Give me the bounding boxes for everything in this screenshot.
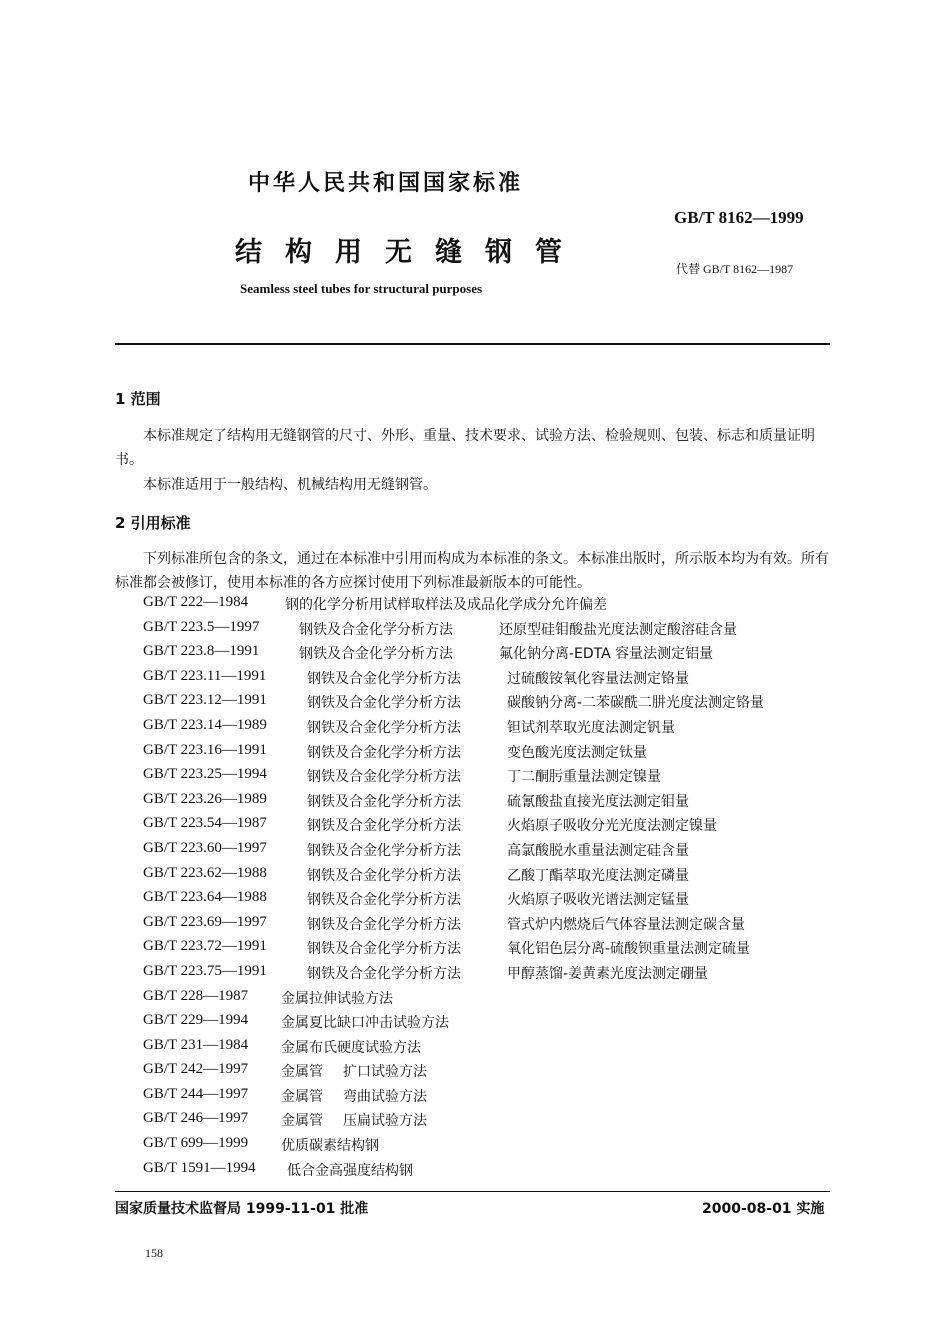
reference-title: 钢的化学分析用试样取样法及成品化学成分允许偏差 — [285, 597, 607, 613]
reference-title: 金属管 — [281, 1113, 323, 1130]
approval-date: 国家质量技术监督局 1999-11-01 批准 — [115, 1201, 369, 1217]
reference-title: 钢铁及合金化学分析方法 — [307, 941, 461, 958]
reference-title: 金属管 — [281, 1088, 323, 1105]
reference-title: 钢铁及合金化学分析方法 — [307, 670, 461, 687]
reference-title: 低合金高强度结构钢 — [287, 1162, 413, 1179]
reference-subtitle: 甲醇蒸馏-姜黄素光度法测定硼量 — [507, 965, 709, 982]
reference-subtitle: 火焰原子吸收光谱法测定锰量 — [507, 892, 689, 909]
section-2-heading: 2 引用标准 — [115, 514, 191, 532]
reference-subtitle: 丁二酮肟重量法测定镍量 — [507, 769, 661, 786]
reference-code: GB/T 223.5—1997 — [143, 618, 260, 635]
reference-subtitle: 弯曲试验方法 — [343, 1088, 427, 1105]
reference-title: 钢铁及合金化学分析方法 — [307, 867, 461, 884]
reference-title: 金属拉伸试验方法 — [281, 990, 393, 1007]
header-divider — [115, 343, 830, 345]
reference-code: GB/T 228—1987 — [143, 987, 249, 1004]
reference-title: 金属管 — [281, 1064, 323, 1081]
reference-code: GB/T 223.72—1991 — [143, 938, 267, 955]
reference-code: GB/T 222—1984 — [143, 594, 249, 610]
footer-divider — [115, 1191, 830, 1192]
section-2-intro: 下列标准所包含的条文，通过在本标准中引用而构成为本标准的条文。本标准出版时，所示版本均为有效。所有标准都会被修订，使用本标准的各方应探讨使用下列标准最新版本的可能性。 — [115, 551, 829, 591]
reference-code: GB/T 223.54—1987 — [143, 815, 267, 832]
reference-subtitle: 碳酸钠分离-二苯碳酰二肼光度法测定铬量 — [507, 695, 765, 712]
reference-subtitle: 氟化钠分离-EDTA 容量法测定铝量 — [499, 646, 714, 663]
reference-title: 钢铁及合金化学分析方法 — [299, 621, 453, 638]
reference-code: GB/T 223.25—1994 — [143, 766, 267, 783]
reference-code: GB/T 223.69—1997 — [143, 913, 267, 930]
reference-code: GB/T 223.8—1991 — [143, 643, 260, 660]
reference-title: 金属夏比缺口冲击试验方法 — [281, 1015, 449, 1032]
reference-code: GB/T 223.14—1989 — [143, 716, 267, 733]
reference-subtitle: 变色酸光度法测定钛量 — [507, 744, 647, 761]
reference-title: 金属布氏硬度试验方法 — [281, 1039, 421, 1056]
reference-subtitle: 钽试剂萃取光度法测定钒量 — [507, 719, 675, 736]
section-1-paragraph-2: 本标准适用于一般结构、机械结构用无缝钢管。 — [143, 477, 437, 493]
reference-title: 钢铁及合金化学分析方法 — [299, 646, 453, 663]
reference-code: GB/T 242—1997 — [143, 1061, 249, 1078]
reference-subtitle: 管式炉内燃烧后气体容量法测定碳含量 — [507, 916, 745, 933]
replaces-standard: 代替 GB/T 8162—1987 — [676, 262, 794, 276]
page-number: 158 — [145, 1246, 163, 1260]
reference-code: GB/T 223.12—1991 — [143, 692, 267, 709]
reference-title: 钢铁及合金化学分析方法 — [307, 892, 461, 909]
reference-code: GB/T 223.60—1997 — [143, 839, 267, 856]
reference-subtitle: 火焰原子吸收分光光度法测定镍量 — [507, 818, 717, 835]
reference-title: 钢铁及合金化学分析方法 — [307, 769, 461, 786]
reference-code: GB/T 244—1997 — [143, 1085, 249, 1102]
reference-title: 钢铁及合金化学分析方法 — [307, 916, 461, 933]
standard-number: GB/T 8162—1999 — [674, 208, 804, 227]
reference-subtitle: 硫氰酸盐直接光度法测定钼量 — [507, 793, 689, 810]
reference-code: GB/T 223.11—1991 — [143, 667, 267, 684]
reference-code: GB/T 231—1984 — [143, 1036, 249, 1053]
implementation-date: 2000-08-01 实施 — [702, 1201, 825, 1217]
reference-subtitle: 还原型硅钼酸盐光度法测定酸溶硅含量 — [499, 621, 737, 638]
reference-title: 钢铁及合金化学分析方法 — [307, 965, 461, 982]
reference-code: GB/T 699—1999 — [143, 1135, 249, 1152]
reference-code: GB/T 1591—1994 — [143, 1159, 256, 1176]
reference-subtitle: 氧化铝色层分离-硫酸钡重量法测定硫量 — [507, 941, 751, 958]
reference-code: GB/T 223.62—1988 — [143, 864, 267, 881]
reference-subtitle: 高氯酸脱水重量法测定硅含量 — [507, 842, 689, 859]
document-title: 结构用无缝钢管 — [235, 237, 585, 268]
reference-subtitle: 压扁试验方法 — [343, 1113, 427, 1130]
section-1-heading: 1 范围 — [115, 390, 161, 408]
reference-subtitle: 乙酸丁酯萃取光度法测定磷量 — [507, 867, 689, 884]
reference-title: 钢铁及合金化学分析方法 — [307, 793, 461, 810]
reference-title: 优质碳素结构钢 — [281, 1138, 379, 1155]
reference-code: GB/T 223.64—1988 — [143, 889, 267, 906]
reference-code: GB/T 246—1997 — [143, 1110, 249, 1127]
reference-code: GB/T 223.75—1991 — [143, 962, 267, 979]
reference-code: GB/T 223.16—1991 — [143, 741, 267, 758]
reference-code: GB/T 229—1994 — [143, 1012, 249, 1029]
section-1-paragraph-1: 本标准规定了结构用无缝钢管的尺寸、外形、重量、技术要求、试验方法、检验规则、包装、标志和质量证明书。 — [115, 428, 815, 468]
reference-title: 钢铁及合金化学分析方法 — [307, 744, 461, 761]
reference-title: 钢铁及合金化学分析方法 — [307, 842, 461, 859]
document-title-english: Seamless steel tubes for structural purposes — [240, 281, 483, 296]
reference-title: 钢铁及合金化学分析方法 — [307, 719, 461, 736]
reference-code: GB/T 223.26—1989 — [143, 790, 267, 807]
reference-subtitle: 过硫酸铵氧化容量法测定铬量 — [507, 670, 689, 687]
reference-subtitle: 扩口试验方法 — [343, 1064, 427, 1081]
national-standard-heading: 中华人民共和国国家标准 — [248, 171, 524, 196]
reference-title: 钢铁及合金化学分析方法 — [307, 695, 461, 712]
reference-title: 钢铁及合金化学分析方法 — [307, 818, 461, 835]
